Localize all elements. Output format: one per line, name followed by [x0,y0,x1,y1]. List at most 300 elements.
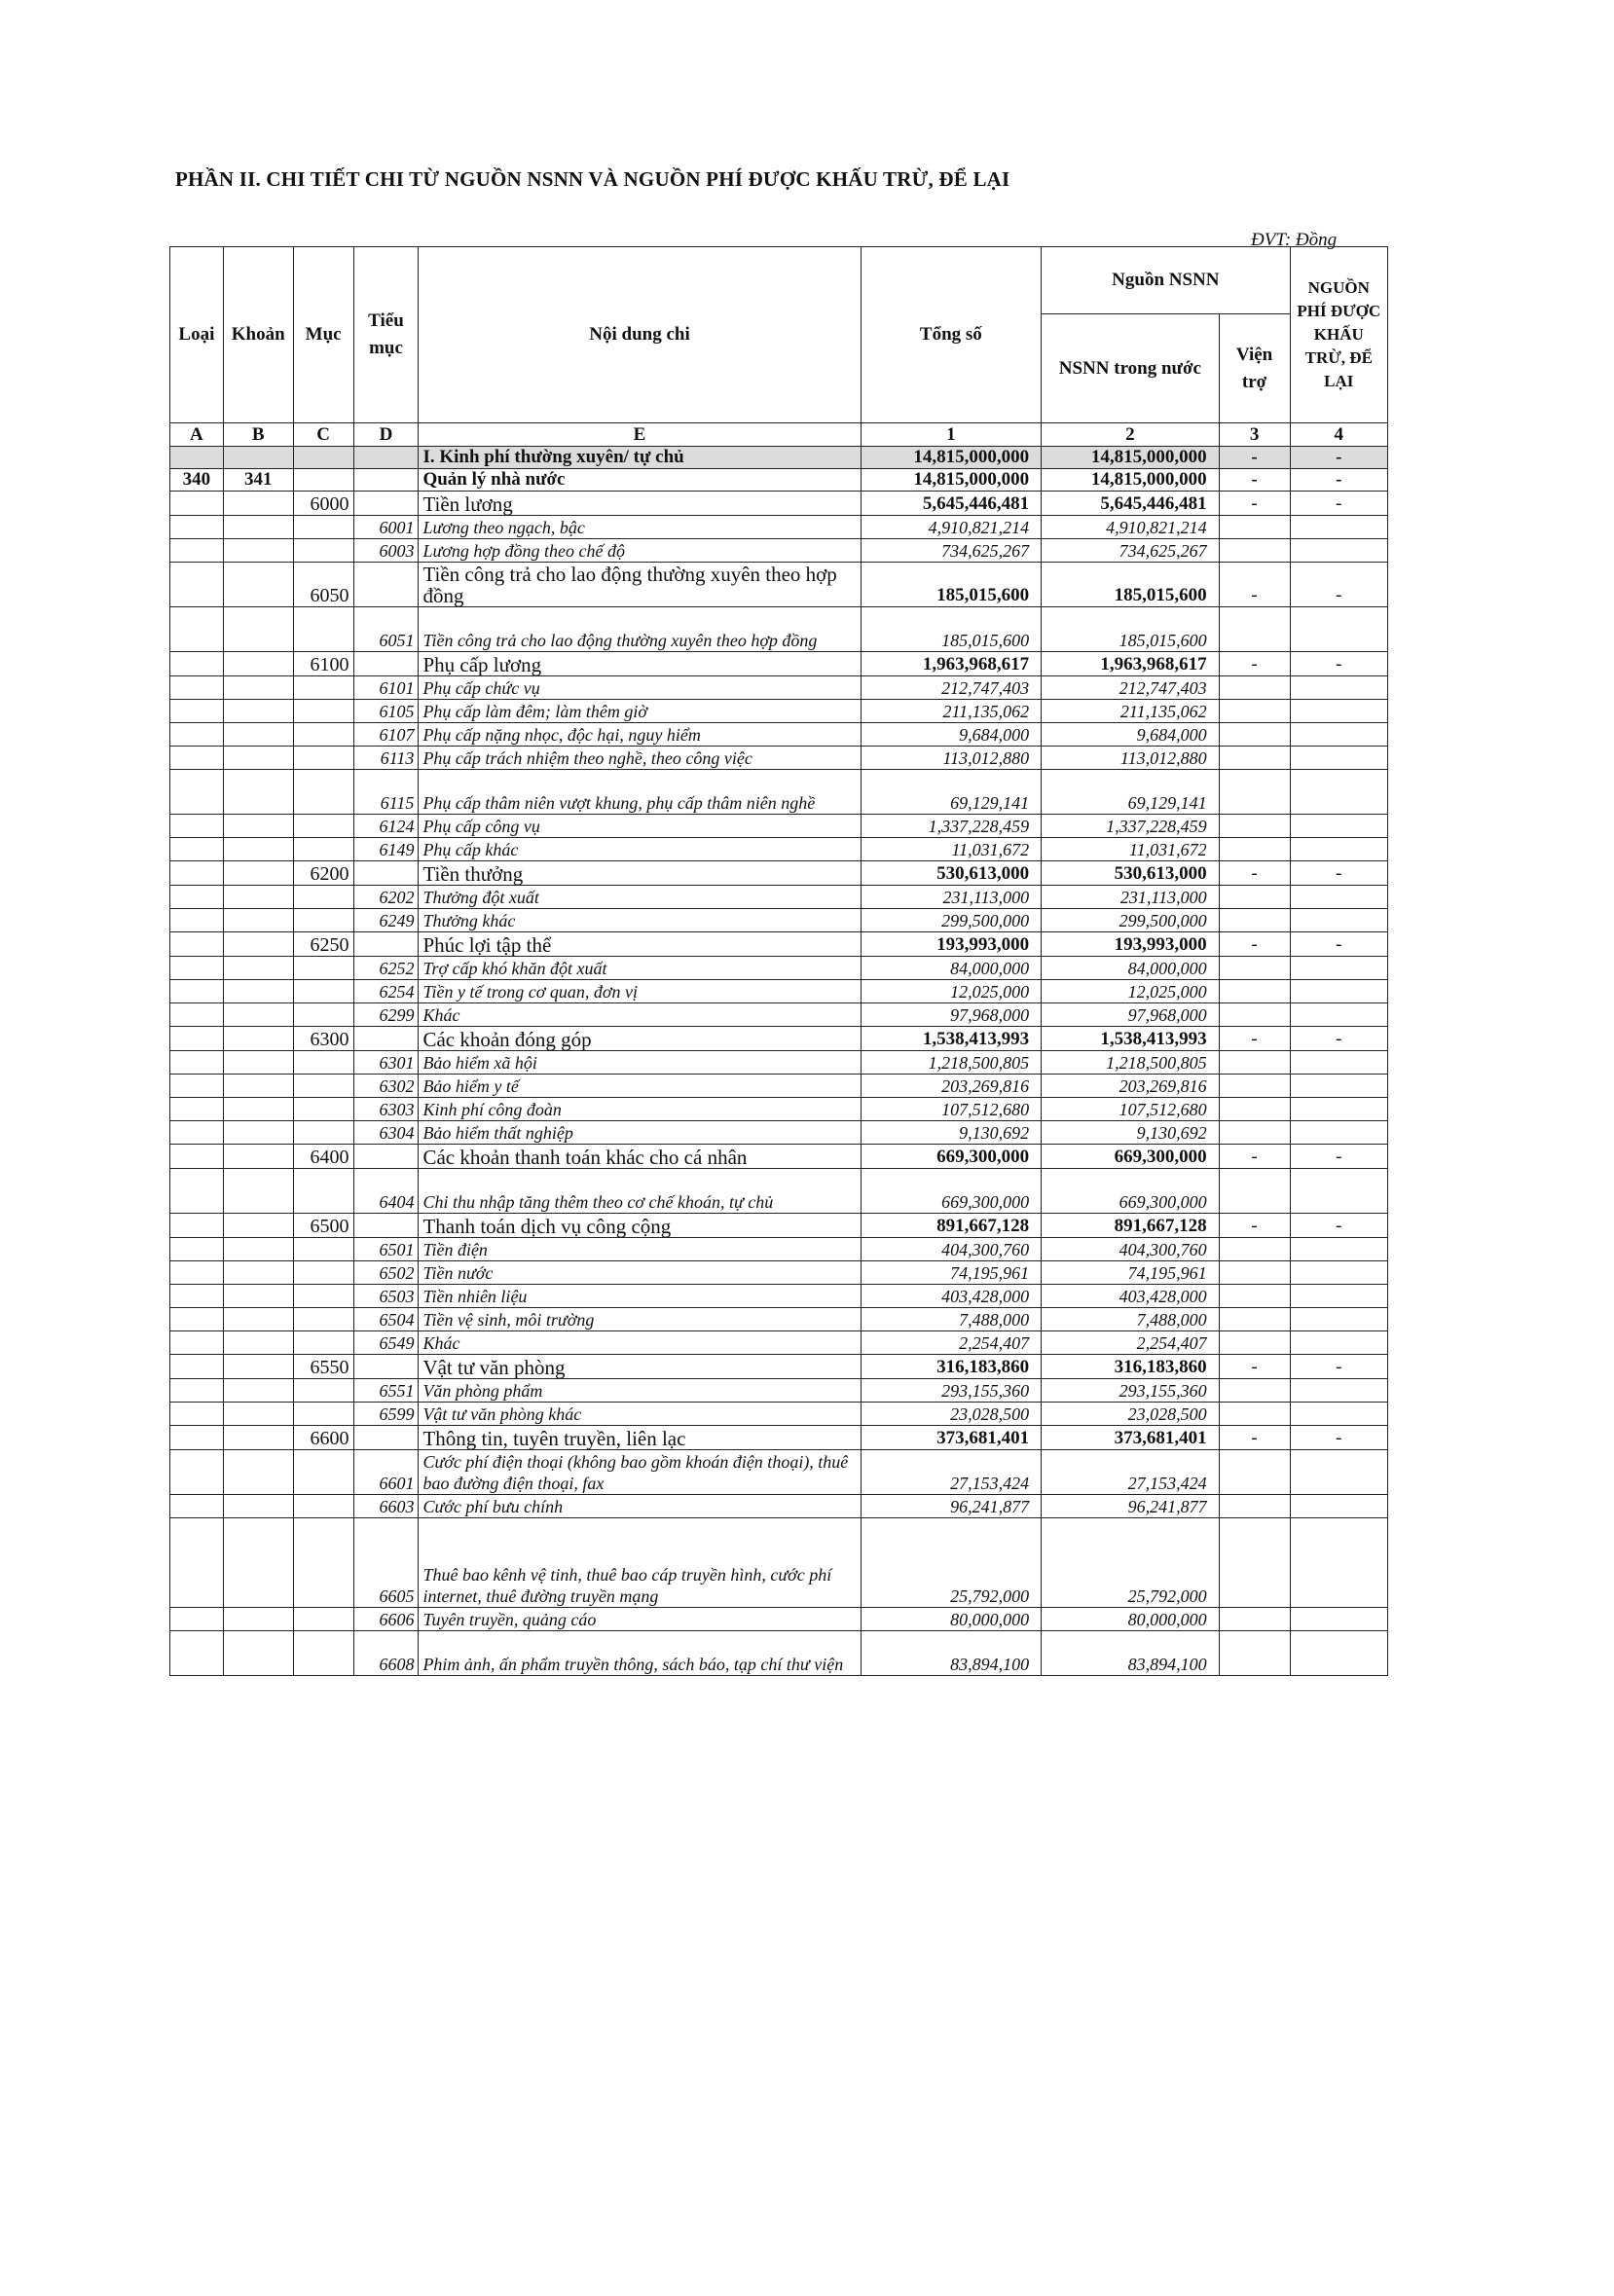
cell-tieu-muc [353,1355,419,1379]
cell-noi-dung: Thanh toán dịch vụ công cộng [419,1214,861,1238]
table-row [170,1631,1388,1676]
cell-loai [170,1379,224,1403]
cell-muc: 6550 [293,1355,353,1379]
cell-khoan [223,1261,293,1285]
cell-noi-dung: Phúc lợi tập thể [419,932,861,957]
cell-nsnn-trong-nuoc: 891,667,128 [1042,1214,1219,1238]
cell-tong-so: 669,300,000 [861,1169,1042,1214]
cell-muc [293,1169,353,1214]
cell-noi-dung: Tiền vệ sinh, môi trường [419,1308,861,1331]
cell-muc [293,1495,353,1518]
cell-muc [293,1518,353,1608]
cell-tieu-muc [353,1426,419,1450]
cell-noi-dung: Phim ảnh, ấn phẩm truyền thông, sách báo, tạp chí thư viện [419,1631,861,1676]
cell-khoan [223,1003,293,1027]
table-row [170,563,1388,607]
cell-tieu-muc: 6202 [353,886,419,909]
cell-noi-dung: Các khoản thanh toán khác cho cá nhân [419,1145,861,1169]
cell-tong-so: 734,625,267 [861,539,1042,563]
cell-loai [170,1450,224,1495]
col-code: A [170,423,224,447]
cell-tong-so: 97,968,000 [861,1003,1042,1027]
cell-tieu-muc: 6304 [353,1121,419,1145]
col-code: 4 [1290,423,1387,447]
cell-muc [293,676,353,700]
cell-tong-so: 2,254,407 [861,1331,1042,1355]
table-row [170,909,1388,932]
cell-tong-so: 403,428,000 [861,1285,1042,1308]
cell-muc: 6600 [293,1426,353,1450]
cell-tong-so: 185,015,600 [861,607,1042,652]
cell-vien-tro [1219,747,1290,770]
cell-nsnn-trong-nuoc: 373,681,401 [1042,1426,1219,1450]
cell-nguon-phi: - [1290,1145,1387,1169]
cell-noi-dung: Vật tư văn phòng khác [419,1403,861,1426]
cell-vien-tro [1219,1308,1290,1331]
cell-khoan [223,607,293,652]
cell-nsnn-trong-nuoc: 5,645,446,481 [1042,492,1219,516]
cell-nguon-phi [1290,1379,1387,1403]
cell-nsnn-trong-nuoc: 669,300,000 [1042,1145,1219,1169]
cell-muc [293,1238,353,1261]
cell-noi-dung: Tiền điện [419,1238,861,1261]
cell-nguon-phi [1290,516,1387,539]
cell-tieu-muc: 6252 [353,957,419,980]
cell-nsnn-trong-nuoc: 14,815,000,000 [1042,447,1219,469]
cell-tieu-muc: 6249 [353,909,419,932]
cell-vien-tro [1219,1285,1290,1308]
cell-nsnn-trong-nuoc: 23,028,500 [1042,1403,1219,1426]
cell-tong-so: 193,993,000 [861,932,1042,957]
cell-loai [170,886,224,909]
cell-khoan [223,676,293,700]
cell-vien-tro [1219,1051,1290,1075]
cell-muc: 6000 [293,492,353,516]
cell-nguon-phi [1290,770,1387,815]
table-row [170,447,1388,469]
cell-tieu-muc: 6502 [353,1261,419,1285]
cell-nguon-phi: - [1290,1027,1387,1051]
cell-vien-tro [1219,1450,1290,1495]
cell-loai [170,1331,224,1355]
cell-nguon-phi [1290,838,1387,861]
cell-nguon-phi [1290,909,1387,932]
cell-loai [170,1495,224,1518]
cell-loai [170,1051,224,1075]
cell-loai [170,447,224,469]
cell-vien-tro [1219,723,1290,747]
cell-tong-so: 113,012,880 [861,747,1042,770]
cell-loai [170,516,224,539]
table-row [170,469,1388,492]
table-row [170,1027,1388,1051]
cell-noi-dung: Vật tư văn phòng [419,1355,861,1379]
cell-vien-tro: - [1219,1145,1290,1169]
cell-noi-dung: I. Kinh phí thường xuyên/ tự chủ [419,447,861,469]
cell-noi-dung: Phụ cấp làm đêm; làm thêm giờ [419,700,861,723]
cell-vien-tro: - [1219,1355,1290,1379]
cell-tong-so: 669,300,000 [861,1145,1042,1169]
cell-muc [293,770,353,815]
cell-noi-dung: Thuê bao kênh vệ tinh, thuê bao cáp truyền hình, cước phí internet, thuê đường truyền mạng [419,1518,861,1608]
cell-loai [170,1631,224,1676]
cell-khoan: 341 [223,469,293,492]
cell-khoan [223,1631,293,1676]
table-row [170,815,1388,838]
cell-muc [293,957,353,980]
cell-vien-tro [1219,539,1290,563]
cell-vien-tro [1219,1075,1290,1098]
cell-noi-dung: Thưởng khác [419,909,861,932]
cell-nguon-phi [1290,957,1387,980]
cell-noi-dung: Kinh phí công đoàn [419,1098,861,1121]
cell-tieu-muc: 6254 [353,980,419,1003]
cell-tong-so: 5,645,446,481 [861,492,1042,516]
cell-tong-so: 1,337,228,459 [861,815,1042,838]
cell-vien-tro [1219,516,1290,539]
cell-muc [293,1331,353,1355]
cell-loai [170,1308,224,1331]
cell-nguon-phi [1290,1285,1387,1308]
header-nguon-phi: NGUỒN PHÍ ĐƯỢC KHẤU TRỪ, ĐỂ LẠI [1290,247,1387,423]
cell-noi-dung: Khác [419,1003,861,1027]
cell-nsnn-trong-nuoc: 1,963,968,617 [1042,652,1219,676]
cell-tieu-muc [353,1214,419,1238]
cell-muc [293,1608,353,1631]
cell-khoan [223,652,293,676]
cell-loai [170,932,224,957]
cell-muc [293,1261,353,1285]
cell-muc [293,1098,353,1121]
cell-tieu-muc [353,1145,419,1169]
cell-tieu-muc: 6404 [353,1169,419,1214]
cell-loai [170,957,224,980]
cell-noi-dung: Tuyên truyền, quảng cáo [419,1608,861,1631]
cell-vien-tro [1219,1608,1290,1631]
cell-nguon-phi: - [1290,447,1387,469]
cell-nsnn-trong-nuoc: 113,012,880 [1042,747,1219,770]
table-row [170,492,1388,516]
cell-muc: 6300 [293,1027,353,1051]
cell-khoan [223,516,293,539]
cell-tong-so: 891,667,128 [861,1214,1042,1238]
cell-tieu-muc: 6115 [353,770,419,815]
cell-vien-tro [1219,1121,1290,1145]
cell-tong-so: 25,792,000 [861,1518,1042,1608]
cell-loai [170,1214,224,1238]
cell-khoan [223,957,293,980]
cell-muc [293,723,353,747]
unit-label: ĐVT: Đồng [1251,230,1338,250]
cell-nguon-phi [1290,1631,1387,1676]
cell-nsnn-trong-nuoc: 1,218,500,805 [1042,1051,1219,1075]
cell-loai [170,1238,224,1261]
cell-noi-dung: Trợ cấp khó khăn đột xuất [419,957,861,980]
cell-nsnn-trong-nuoc: 212,747,403 [1042,676,1219,700]
cell-noi-dung: Bảo hiểm xã hội [419,1051,861,1075]
cell-nguon-phi [1290,1075,1387,1098]
cell-vien-tro [1219,1238,1290,1261]
cell-loai [170,652,224,676]
cell-tong-so: 316,183,860 [861,1355,1042,1379]
table-row [170,607,1388,652]
cell-tieu-muc: 6003 [353,539,419,563]
cell-tieu-muc: 6549 [353,1331,419,1355]
cell-khoan [223,447,293,469]
cell-khoan [223,1169,293,1214]
cell-muc [293,1379,353,1403]
table-row [170,1003,1388,1027]
table-row [170,1518,1388,1608]
cell-loai [170,1075,224,1098]
cell-tong-so: 96,241,877 [861,1495,1042,1518]
table-row [170,1098,1388,1121]
col-code: B [223,423,293,447]
cell-tieu-muc: 6301 [353,1051,419,1075]
header-nsnn-trong-nuoc: NSNN trong nước [1042,314,1219,423]
table-row [170,747,1388,770]
cell-loai [170,838,224,861]
cell-khoan [223,1379,293,1403]
cell-khoan [223,838,293,861]
cell-loai [170,1608,224,1631]
cell-noi-dung: Phụ cấp trách nhiệm theo nghề, theo công việc [419,747,861,770]
cell-tieu-muc: 6302 [353,1075,419,1098]
cell-noi-dung: Bảo hiểm y tế [419,1075,861,1098]
cell-nguon-phi [1290,1238,1387,1261]
cell-khoan [223,1238,293,1261]
col-code: 2 [1042,423,1219,447]
cell-tong-so: 12,025,000 [861,980,1042,1003]
cell-noi-dung: Lương hợp đồng theo chế độ [419,539,861,563]
col-code: D [353,423,419,447]
column-code-row [170,423,1388,447]
cell-muc [293,447,353,469]
cell-tong-so: 11,031,672 [861,838,1042,861]
cell-nguon-phi [1290,676,1387,700]
table-row [170,1426,1388,1450]
cell-khoan [223,747,293,770]
cell-noi-dung: Bảo hiểm thất nghiệp [419,1121,861,1145]
cell-khoan [223,1495,293,1518]
cell-muc: 6400 [293,1145,353,1169]
cell-tong-so: 23,028,500 [861,1403,1042,1426]
cell-loai [170,1355,224,1379]
cell-vien-tro [1219,909,1290,932]
header-row-1 [170,247,1388,314]
cell-nguon-phi [1290,1450,1387,1495]
cell-muc [293,886,353,909]
cell-khoan [223,1608,293,1631]
cell-tieu-muc: 6601 [353,1450,419,1495]
cell-vien-tro [1219,1169,1290,1214]
cell-tieu-muc: 6608 [353,1631,419,1676]
cell-vien-tro [1219,1331,1290,1355]
cell-vien-tro [1219,607,1290,652]
cell-muc: 6100 [293,652,353,676]
cell-vien-tro: - [1219,563,1290,607]
cell-nguon-phi [1290,700,1387,723]
cell-loai [170,815,224,838]
cell-muc: 6250 [293,932,353,957]
cell-tong-so: 14,815,000,000 [861,469,1042,492]
cell-muc [293,539,353,563]
cell-tong-so: 69,129,141 [861,770,1042,815]
cell-vien-tro [1219,770,1290,815]
table-row [170,861,1388,886]
cell-tieu-muc: 6051 [353,607,419,652]
cell-tieu-muc: 6101 [353,676,419,700]
cell-loai [170,1027,224,1051]
cell-loai [170,1145,224,1169]
cell-nguon-phi [1290,1098,1387,1121]
cell-muc [293,516,353,539]
cell-nsnn-trong-nuoc: 83,894,100 [1042,1631,1219,1676]
cell-nguon-phi: - [1290,563,1387,607]
cell-vien-tro [1219,700,1290,723]
table-row [170,652,1388,676]
cell-noi-dung: Phụ cấp nặng nhọc, độc hại, nguy hiểm [419,723,861,747]
table-row [170,700,1388,723]
cell-loai [170,1285,224,1308]
col-code: 1 [861,423,1042,447]
cell-vien-tro [1219,1403,1290,1426]
cell-loai [170,1518,224,1608]
cell-tieu-muc: 6551 [353,1379,419,1403]
table-row [170,1403,1388,1426]
cell-vien-tro [1219,815,1290,838]
cell-nsnn-trong-nuoc: 669,300,000 [1042,1169,1219,1214]
cell-muc [293,1003,353,1027]
cell-muc: 6500 [293,1214,353,1238]
cell-khoan [223,980,293,1003]
cell-khoan [223,1403,293,1426]
cell-tieu-muc: 6501 [353,1238,419,1261]
cell-tieu-muc [353,447,419,469]
cell-nguon-phi [1290,1495,1387,1518]
cell-vien-tro [1219,1261,1290,1285]
cell-muc [293,1631,353,1676]
cell-loai [170,563,224,607]
cell-nsnn-trong-nuoc: 84,000,000 [1042,957,1219,980]
cell-tieu-muc [353,861,419,886]
cell-khoan [223,1121,293,1145]
cell-khoan [223,1027,293,1051]
cell-nsnn-trong-nuoc: 203,269,816 [1042,1075,1219,1098]
cell-nsnn-trong-nuoc: 404,300,760 [1042,1238,1219,1261]
header-tong-so: Tổng số [861,247,1042,423]
cell-khoan [223,932,293,957]
table-row [170,770,1388,815]
cell-tong-so: 107,512,680 [861,1098,1042,1121]
cell-nsnn-trong-nuoc: 96,241,877 [1042,1495,1219,1518]
cell-nguon-phi: - [1290,1214,1387,1238]
cell-khoan [223,700,293,723]
cell-loai [170,1169,224,1214]
cell-khoan [223,1051,293,1075]
cell-loai [170,1261,224,1285]
cell-nguon-phi [1290,723,1387,747]
cell-nguon-phi [1290,607,1387,652]
table-row [170,1238,1388,1261]
cell-nsnn-trong-nuoc: 293,155,360 [1042,1379,1219,1403]
cell-nsnn-trong-nuoc: 14,815,000,000 [1042,469,1219,492]
cell-khoan [223,861,293,886]
header-nguon-nsnn: Nguồn NSNN [1042,247,1290,314]
cell-noi-dung: Tiền y tế trong cơ quan, đơn vị [419,980,861,1003]
cell-muc [293,815,353,838]
cell-muc [293,607,353,652]
cell-tong-so: 74,195,961 [861,1261,1042,1285]
cell-loai [170,723,224,747]
cell-tieu-muc: 6299 [353,1003,419,1027]
cell-tong-so: 27,153,424 [861,1450,1042,1495]
cell-nguon-phi [1290,1003,1387,1027]
table-row [170,980,1388,1003]
cell-muc [293,1450,353,1495]
cell-vien-tro: - [1219,492,1290,516]
cell-tieu-muc: 6603 [353,1495,419,1518]
cell-muc [293,1403,353,1426]
cell-khoan [223,723,293,747]
cell-khoan [223,492,293,516]
cell-nsnn-trong-nuoc: 299,500,000 [1042,909,1219,932]
cell-nsnn-trong-nuoc: 25,792,000 [1042,1518,1219,1608]
cell-tong-so: 83,894,100 [861,1631,1042,1676]
cell-noi-dung: Phụ cấp công vụ [419,815,861,838]
cell-vien-tro: - [1219,1027,1290,1051]
cell-muc [293,980,353,1003]
table-row [170,1450,1388,1495]
cell-nsnn-trong-nuoc: 734,625,267 [1042,539,1219,563]
cell-nsnn-trong-nuoc: 69,129,141 [1042,770,1219,815]
cell-vien-tro [1219,957,1290,980]
col-code: E [419,423,861,447]
table-row [170,1261,1388,1285]
table-row [170,1169,1388,1214]
cell-tieu-muc: 6124 [353,815,419,838]
header-noi-dung: Nội dung chi [419,247,861,423]
cell-tong-so: 203,269,816 [861,1075,1042,1098]
table-row [170,723,1388,747]
cell-tieu-muc: 6599 [353,1403,419,1426]
cell-loai [170,861,224,886]
cell-tong-so: 9,684,000 [861,723,1042,747]
cell-nsnn-trong-nuoc: 27,153,424 [1042,1450,1219,1495]
cell-nsnn-trong-nuoc: 316,183,860 [1042,1355,1219,1379]
cell-tieu-muc: 6503 [353,1285,419,1308]
cell-khoan [223,1426,293,1450]
cell-vien-tro: - [1219,861,1290,886]
cell-nguon-phi: - [1290,469,1387,492]
cell-nguon-phi [1290,1308,1387,1331]
cell-nguon-phi [1290,1403,1387,1426]
cell-muc: 6050 [293,563,353,607]
cell-nguon-phi [1290,1121,1387,1145]
cell-khoan [223,1098,293,1121]
cell-tong-so: 1,538,413,993 [861,1027,1042,1051]
cell-muc [293,1075,353,1098]
cell-nguon-phi [1290,1169,1387,1214]
col-code: C [293,423,353,447]
cell-vien-tro: - [1219,652,1290,676]
cell-tong-so: 9,130,692 [861,1121,1042,1145]
cell-tong-so: 4,910,821,214 [861,516,1042,539]
cell-noi-dung: Tiền nước [419,1261,861,1285]
cell-tieu-muc: 6001 [353,516,419,539]
cell-khoan [223,1518,293,1608]
cell-loai [170,747,224,770]
